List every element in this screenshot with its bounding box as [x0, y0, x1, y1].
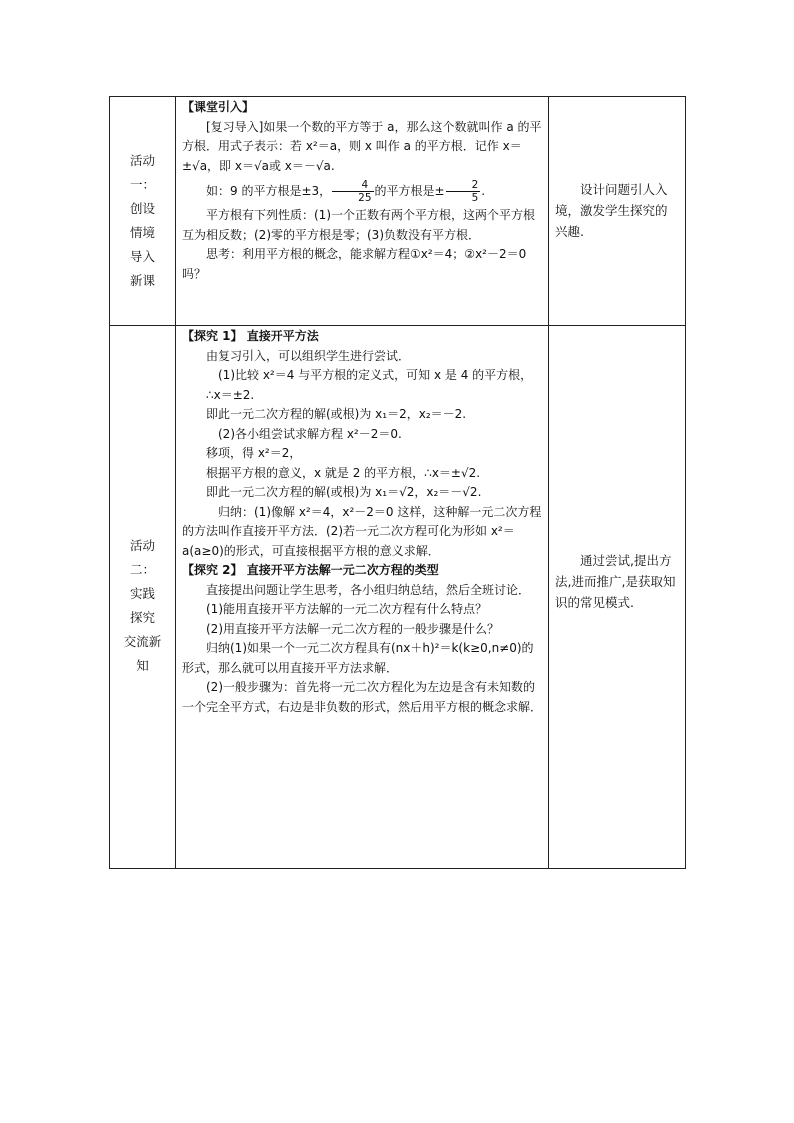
activity-label-line: 知	[136, 658, 149, 673]
summary-text: (2)一般步骤为：首先将一元二次方程化为左边是含有未知数的一个完全平方式，右边是非负数的形式，然后用平方根的概念求解．	[182, 680, 543, 714]
explore-line: 根据平方根的意义，x 就是 2 的平方根，∴x＝±√2.	[206, 465, 481, 480]
activity-label-line: 活动	[129, 538, 155, 553]
explore-line: 移项，得 x²＝2，	[206, 446, 302, 460]
fraction-4-25	[332, 179, 373, 204]
think-question: 思考：利用平方根的概念，能求解方程①x²＝4；②x²－2＝0 吗？	[182, 247, 527, 281]
example-line	[182, 176, 544, 206]
activity-label-line: 交流新	[123, 634, 162, 649]
activity-label-line: 实践	[129, 586, 155, 601]
example-prefix: 如：9 的平方根是±3，	[206, 184, 332, 198]
fraction-denominator: 5	[471, 192, 479, 204]
activity-label-1	[110, 97, 175, 293]
note-cell-1	[549, 97, 686, 326]
design-note-2: 通过尝试,提出方法,进而推广,是获取知识的常见模式.	[555, 553, 676, 610]
explore-line: 即此一元二次方程的解(或根)为 x₁＝√2，x₂＝－√2.	[206, 485, 482, 499]
content-cell-2	[176, 326, 549, 869]
activity-label-line: 探究	[129, 610, 155, 625]
explore-line: 即此一元二次方程的解(或根)为 x₁＝2，x₂＝－2.	[206, 407, 467, 421]
review-intro-text: [复习导入]如果一个数的平方等于 a，那么这个数就叫作 a 的平方根．用式子表示：若 x²＝a，则 x 叫作 a 的平方根．记作 x＝±√a，即 x＝√a或 x＝－√a.	[182, 119, 542, 173]
fraction-denominator: 25	[358, 192, 372, 204]
explore-line: 直接提出问题让学生思考，各小组归纳总结，然后全班讨论．	[206, 582, 531, 597]
content-cell-1	[176, 97, 549, 326]
activity-cell-1	[110, 97, 176, 326]
activity-label-line: 情境	[129, 225, 155, 240]
explore-line: (2)用直接开平方法解一元二次方程的一般步骤是什么？	[206, 621, 500, 636]
example-end: .	[481, 184, 486, 198]
activity-label-line: 一：	[129, 177, 155, 192]
explore-2-heading: 【探究 2】 直接开平方法解一元二次方程的类型	[182, 563, 439, 577]
activity-label-line: 活动	[129, 153, 155, 168]
fraction-2-5	[446, 179, 481, 204]
activity-row-1	[110, 97, 686, 326]
example-mid: 的平方根是±	[374, 184, 445, 198]
fraction-numerator: 4	[332, 179, 373, 192]
activity-cell-2	[110, 326, 176, 869]
explore-line: (2)各小组尝试求解方程 x²－2＝0.	[218, 426, 402, 441]
summary-text: 归纳(1)如果一个一元二次方程具有(nx＋h)²＝k(k≥0,n≠0)的形式，那么就可以用直接开平方法求解．	[182, 641, 534, 675]
explore-line: (1)比较 x²＝4 与平方根的定义式，可知 x 是 4 的平方根，	[218, 368, 533, 382]
activity-label-line: 创设	[129, 201, 155, 216]
section-heading: 【课堂引入】	[182, 100, 255, 114]
summary-text: 归纳：(1)像解 x²＝4，x²－2＝0 这样，这种解一元二次方程的方法叫作直接开平方法．(2)若一元二次方程可化为形如 x²＝a(a≥0)的形式，可直接根据平方根的意义求解．	[182, 504, 542, 558]
activity-label-2	[110, 326, 175, 678]
explore-line: 由复习引入，可以组织学生进行尝试．	[206, 348, 411, 363]
lesson-plan-table	[109, 96, 686, 869]
activity-label-line: 二：	[129, 562, 155, 577]
explore-line: ∴x＝±2.	[206, 387, 255, 402]
fraction-numerator: 2	[446, 179, 481, 192]
activity-row-2	[110, 326, 686, 869]
activity-label-line: 导入	[129, 249, 155, 264]
design-note-1: 设计问题引人入境，激发学生探究的兴趣.	[555, 182, 668, 239]
explore-1-heading: 【探究 1】 直接开平方法	[182, 329, 319, 343]
note-cell-2	[549, 326, 686, 869]
properties-text: 平方根有下列性质：(1)一个正数有两个平方根，这两个平方根互为相反数；(2)零的平方根是零；(3)负数没有平方根．	[182, 208, 536, 242]
explore-line: (1)能用直接开平方法解的一元二次方程有什么特点？	[206, 602, 488, 616]
activity-label-line: 新课	[129, 273, 155, 288]
